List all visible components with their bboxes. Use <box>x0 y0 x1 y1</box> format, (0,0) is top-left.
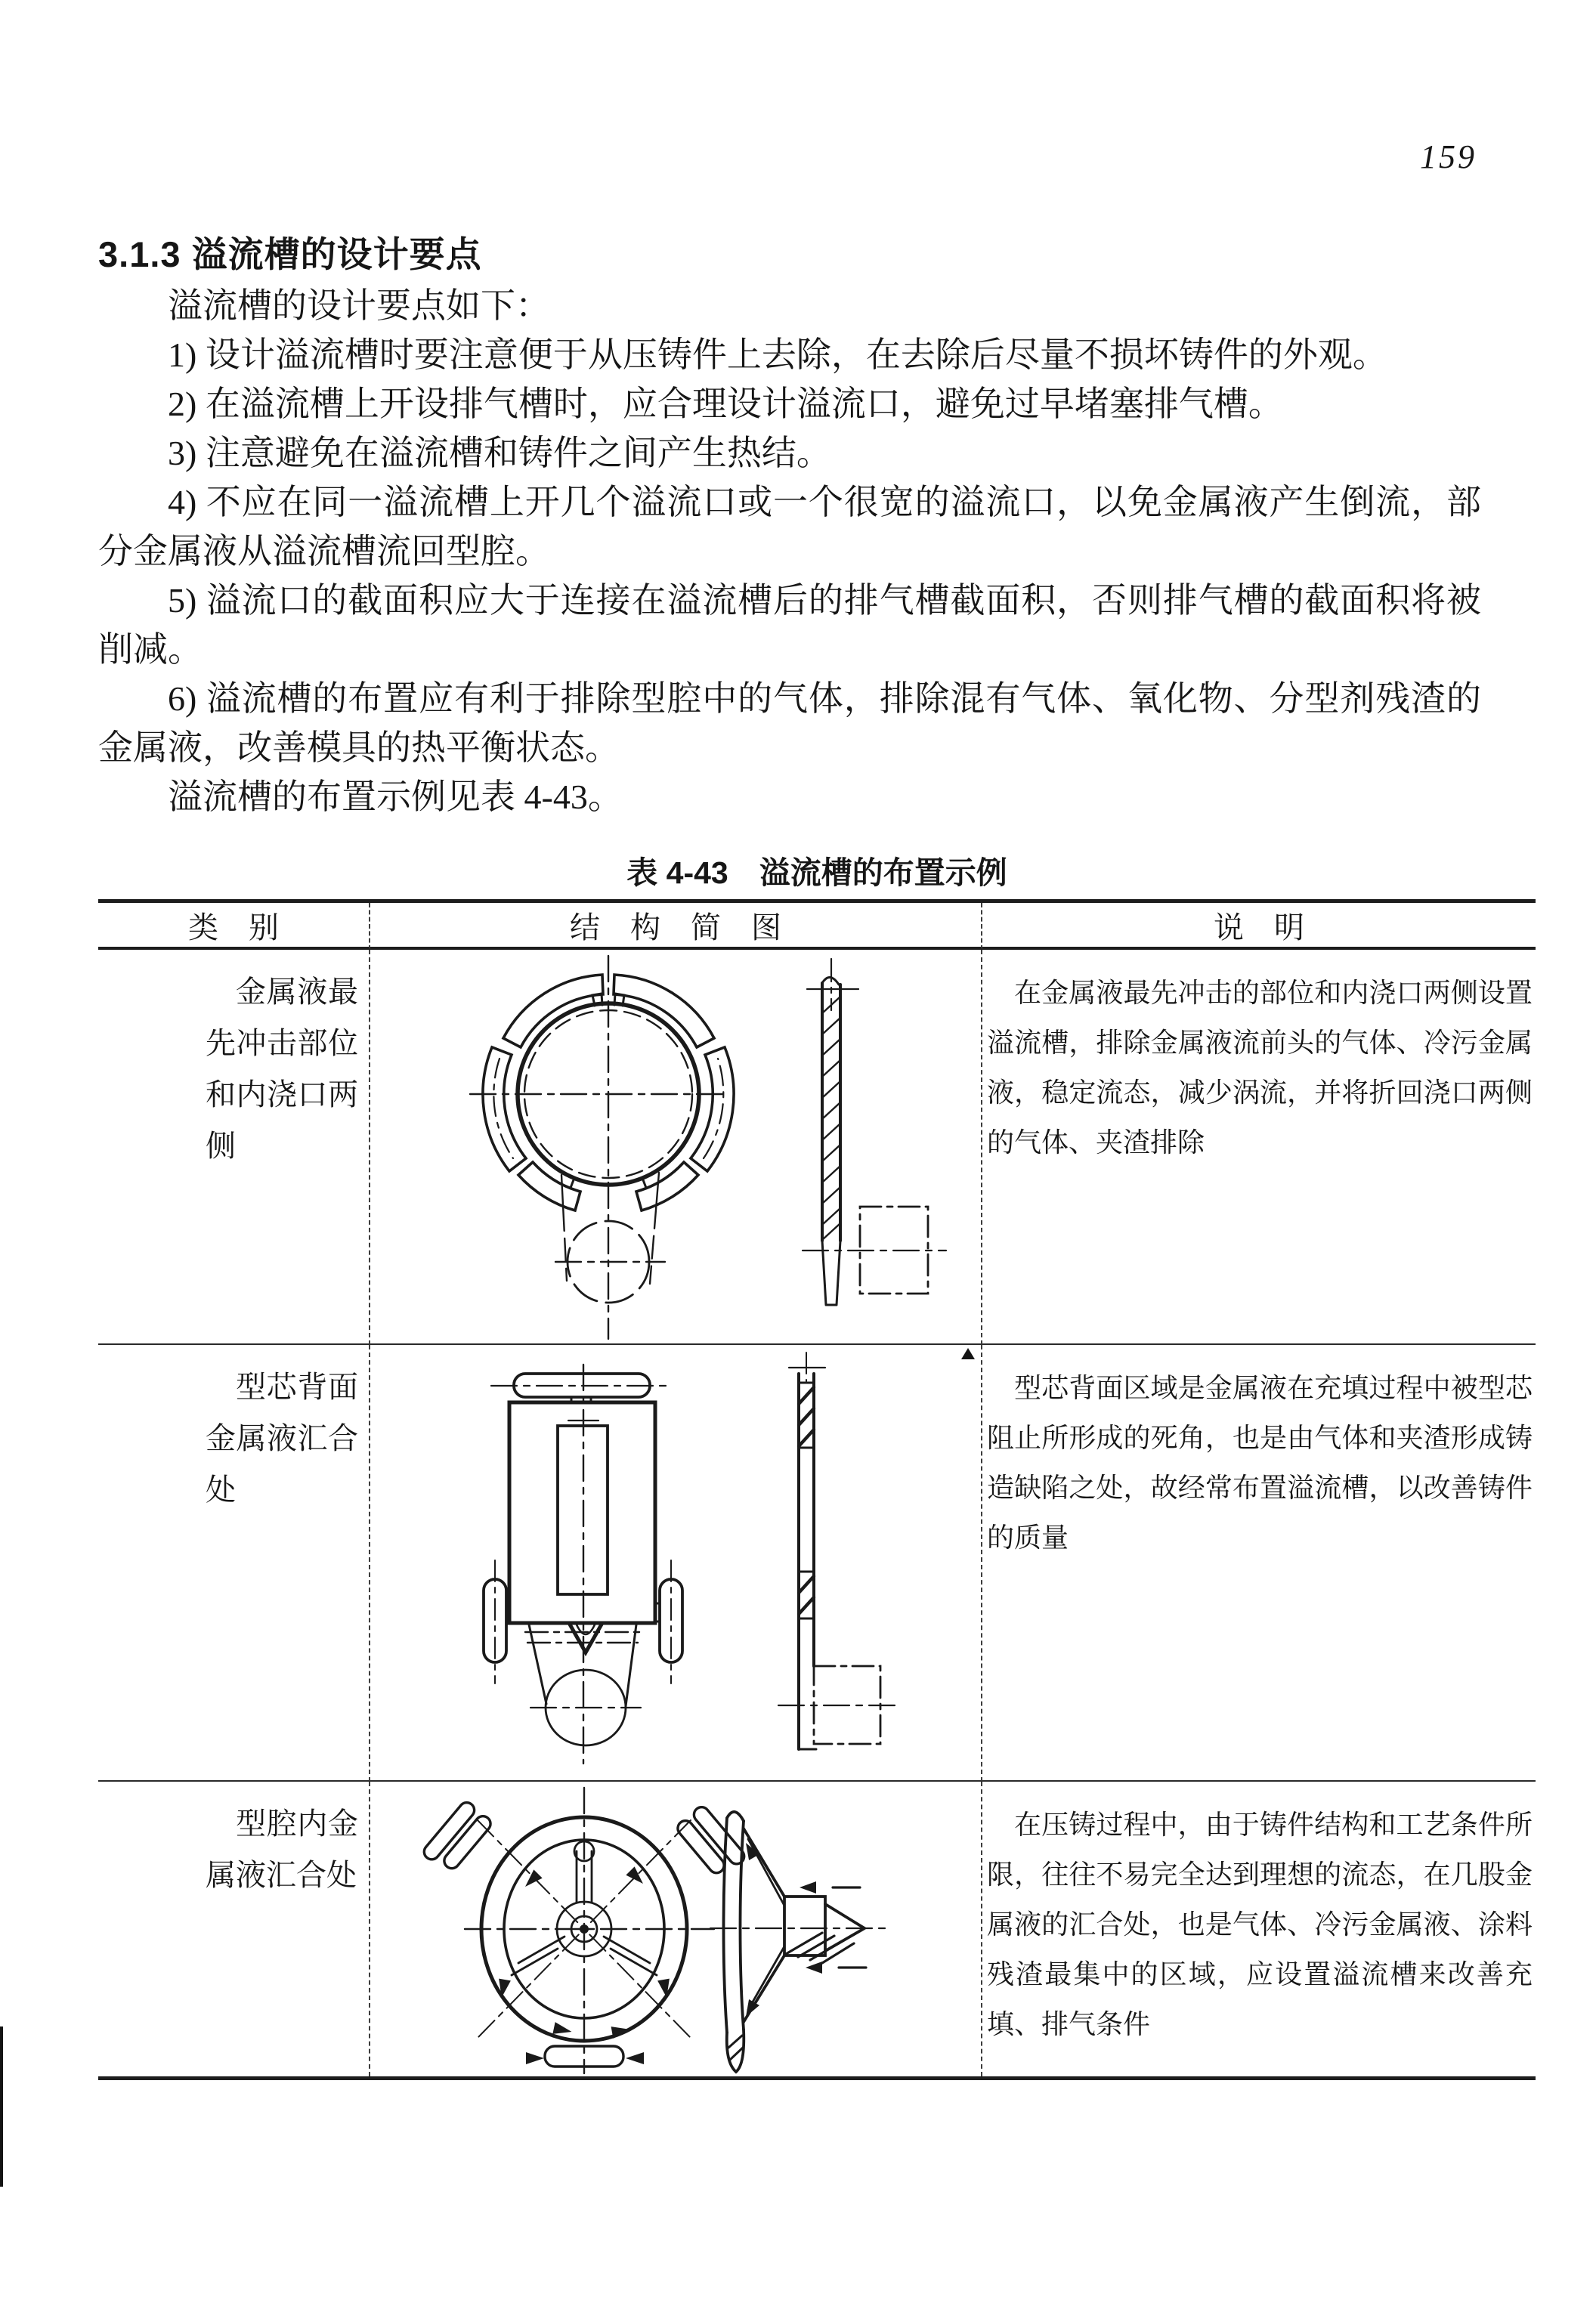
body-text <box>98 281 1481 821</box>
design-point-1: 1) 设计溢流槽时要注意便于从压铸件上去除，在去除后尽量不损坏铸件的外观。 <box>168 335 1387 374</box>
section-heading: 3.1.3 溢流槽的设计要点 <box>98 234 482 274</box>
table-ref-line: 溢流槽的布置示例见表 4-43。 <box>168 778 623 816</box>
table-row-explanation: 在金属液最先冲击的部位和内浇口两侧设置溢流槽，排除金属液流前头的气体、冷污金属液，稳定流态，减少涡流，并将折回浇口两侧的气体、夹渣排除 <box>982 950 1536 1345</box>
table-row-diagram <box>370 1782 982 2076</box>
design-point-5: 5) 溢流口的截面积应大于连接在溢流槽后的排气槽截面积，否则排气槽的截面积将被削减。 <box>98 581 1481 669</box>
intro-line: 溢流槽的设计要点如下： <box>168 286 550 325</box>
design-point-4: 4) 不应在同一溢流槽上开几个溢流口或一个很宽的溢流口，以免金属液产生倒流，部分金属液从溢流槽流回型腔。 <box>98 483 1481 570</box>
table-row-explanation: 型芯背面区域是金属液在充填过程中被型芯阻止所形成的死角，也是由气体和夹渣形成铸造缺陷之处，故经常布置溢流槽，以改善铸件的质量 <box>982 1345 1536 1782</box>
scan-artifact-triangle <box>961 1348 975 1359</box>
slotted-plate-casting-diagram <box>370 1345 981 1780</box>
scan-artifact-line <box>0 2026 3 2187</box>
design-point-3: 3) 注意避免在溢流槽和铸件之间产生热结。 <box>168 434 831 472</box>
table-header-diagram: 结 构 简 图 <box>370 903 982 950</box>
design-point-2: 2) 在溢流槽上开设排气槽时，应合理设计溢流口，避免过早堵塞排气槽。 <box>168 385 1283 423</box>
table-caption: 表 4-43 溢流槽的布置示例 <box>626 855 1007 890</box>
table-row-category: 型芯背面金属液汇合处 <box>98 1345 370 1782</box>
table-row-explanation: 在压铸过程中，由于铸件结构和工艺条件所限，往往不易完全达到理想的流态，在几股金属液的汇合处，也是气体、冷污金属液、涂料残渣最集中的区域，应设置溢流槽来改善充填、排气条件 <box>987 1810 1533 2039</box>
design-point-6: 6) 溢流槽的布置应有利于排除型腔中的气体，排除混有气体、氧化物、分型剂残渣的金属液，改善模具的热平衡状态。 <box>98 679 1481 767</box>
overflow-layout-table <box>98 899 1536 2080</box>
table-row-diagram <box>370 950 982 1345</box>
table-row-category: 金属液最先冲击部位和内浇口两侧 <box>98 950 370 1345</box>
page-number: 159 <box>1420 138 1477 175</box>
table-header-explanation: 说 明 <box>982 903 1536 950</box>
handwheel-casting-diagram <box>370 1782 981 2076</box>
table-header-category: 类 别 <box>98 903 370 950</box>
table-row-category: 型腔内金属液汇合处 <box>98 1782 370 2076</box>
ring-casting-diagram <box>370 950 981 1343</box>
table-row-diagram <box>370 1345 982 1782</box>
